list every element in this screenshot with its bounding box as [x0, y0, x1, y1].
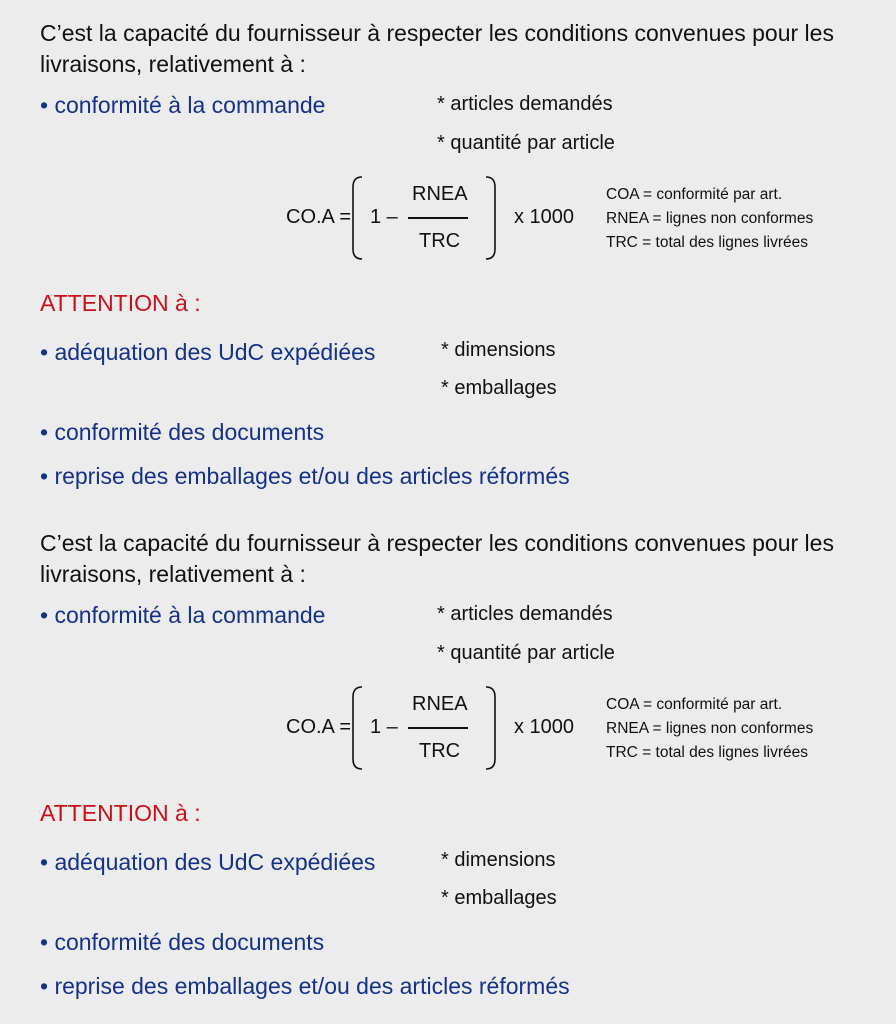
legend-trc: TRC = total des lignes livrées — [606, 744, 809, 761]
intro-paragraph — [40, 528, 890, 590]
left-bracket-icon — [350, 175, 364, 261]
bullet-adequation-udc: • adéquation des UdC expédiées — [40, 339, 376, 365]
formula-coa — [286, 173, 846, 263]
legend-rnea: RNEA = lignes non conformes — [606, 210, 814, 227]
bullet-conformite-commande: • conformité à la commande — [40, 602, 326, 628]
formula-multiplier: x 1000 — [514, 206, 575, 228]
sub-quantite-par-article: * quantité par article — [437, 132, 615, 154]
fraction-bar — [408, 217, 468, 219]
formula-one-minus: 1 – — [370, 716, 398, 738]
intro-line-2: livraisons, relativement à : — [40, 51, 306, 77]
intro-paragraph — [40, 18, 890, 80]
right-bracket-icon — [484, 685, 498, 771]
formula-numerator: RNEA — [412, 183, 468, 205]
content-block-1 — [0, 0, 896, 510]
right-bracket-icon — [484, 175, 498, 261]
formula-lhs: CO.A = — [286, 206, 352, 228]
sub-articles-demandes: * articles demandés — [437, 93, 613, 115]
formula-lhs: CO.A = — [286, 716, 352, 738]
legend-coa: COA = conformité par art. — [606, 696, 783, 713]
sub-emballages: * emballages — [441, 377, 557, 399]
attention-heading: ATTENTION à : — [40, 290, 201, 316]
bullet-adequation-udc: • adéquation des UdC expédiées — [40, 849, 376, 875]
attention-heading: ATTENTION à : — [40, 800, 201, 826]
sub-emballages: * emballages — [441, 887, 557, 909]
sub-quantite-par-article: * quantité par article — [437, 642, 615, 664]
sub-articles-demandes: * articles demandés — [437, 603, 613, 625]
intro-line-1: C’est la capacité du fournisseur à respecter les conditions convenues pour les — [40, 20, 834, 46]
formula-denominator: TRC — [419, 740, 461, 762]
legend-trc: TRC = total des lignes livrées — [606, 234, 809, 251]
fraction-bar — [408, 727, 468, 729]
bullet-reprise-emballages: • reprise des emballages et/ou des articles réformés — [40, 463, 570, 489]
intro-line-2: livraisons, relativement à : — [40, 561, 306, 587]
intro-line-1: C’est la capacité du fournisseur à respecter les conditions convenues pour les — [40, 530, 834, 556]
sub-dimensions: * dimensions — [441, 339, 556, 361]
bullet-conformite-documents: • conformité des documents — [40, 929, 325, 955]
bullet-conformite-commande: • conformité à la commande — [40, 92, 326, 118]
formula-numerator: RNEA — [412, 693, 468, 715]
content-block-2 — [0, 510, 896, 1020]
legend-coa: COA = conformité par art. — [606, 186, 783, 203]
bullet-reprise-emballages: • reprise des emballages et/ou des articles réformés — [40, 973, 570, 999]
formula-denominator: TRC — [419, 230, 461, 252]
left-bracket-icon — [350, 685, 364, 771]
formula-one-minus: 1 – — [370, 206, 398, 228]
legend-rnea: RNEA = lignes non conformes — [606, 720, 814, 737]
formula-coa — [286, 683, 846, 773]
sub-dimensions: * dimensions — [441, 849, 556, 871]
formula-multiplier: x 1000 — [514, 716, 575, 738]
bullet-conformite-documents: • conformité des documents — [40, 419, 325, 445]
